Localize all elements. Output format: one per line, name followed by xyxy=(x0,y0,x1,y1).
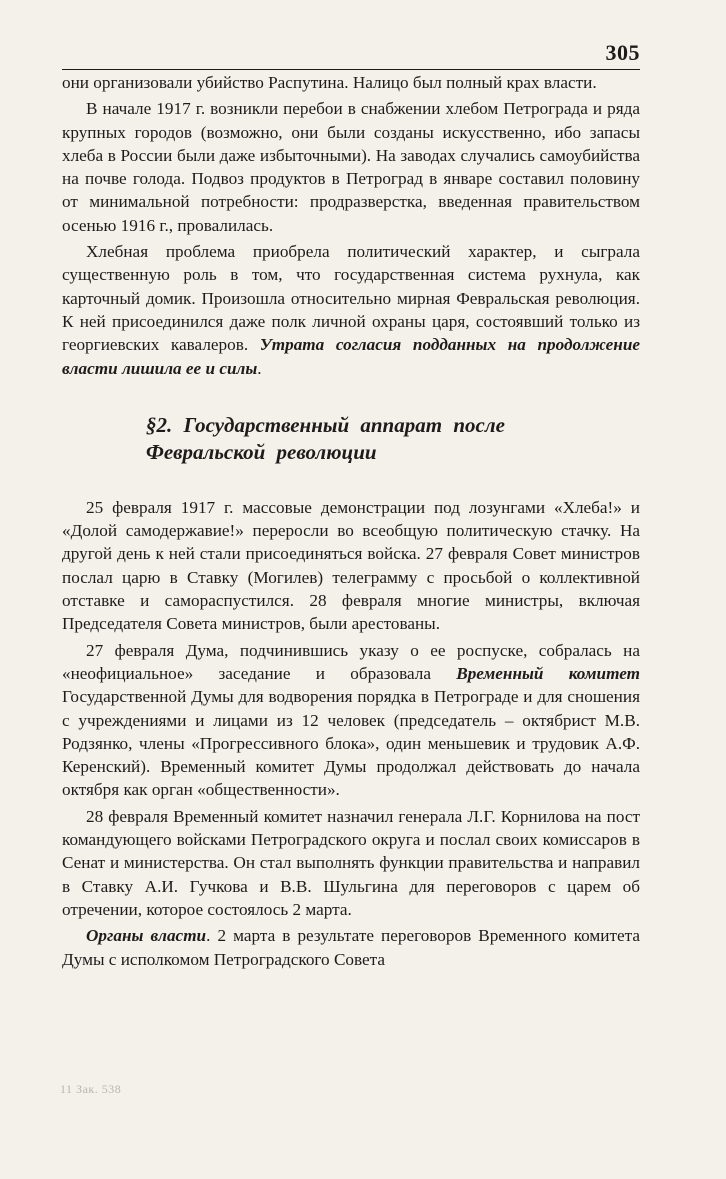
paragraph-2: В начале 1917 г. возникли перебои в снабжении хлебом Петрограда и ряда крупных городов (возможно, они были созданы искусственно, ибо запасы хлеба в России были даже избыточными). На заводах случались самоубийства на почве голода. Подвоз продуктов в Петроград в январе составил половину от минимальной потребности: продразверстка, введенная правительством осенью 1916 г., провалилась. xyxy=(62,99,640,235)
section-title xyxy=(146,412,640,466)
page-header xyxy=(62,40,640,70)
header-rule xyxy=(62,69,640,70)
paragraph-5: 27 февраля Дума, подчинившись указу о ее роспуске, собралась на «неофициальное» заседание и образовала Временный комитет Государственной Думы для водворения порядка в Петрограде и для сношения с учреждениями и лицами из 12 человек (председатель – октябрист М.В. Родзянко, члены «Прогрессивного блока», один меньшевик и трудовик А.Ф. Керенский). Временный комитет Думы продолжал действовать до начала октября как орган «общественности». xyxy=(62,640,640,800)
section-title-line-1: §2. Государственный аппарат после xyxy=(146,412,505,437)
paragraph-7: Органы власти. 2 марта в результате переговоров Временного комитета Думы с исполкомом Петроградского Совета xyxy=(62,926,640,969)
emphasis-text: Утрата согласия подданных на продолжение власти лишила ее и силы xyxy=(62,335,641,378)
paragraph-1: они организовали убийство Распутина. Налицо был полный крах власти. xyxy=(62,73,597,92)
page-number: 305 xyxy=(605,40,640,65)
paragraph-6: 28 февраля Временный комитет назначил генерала Л.Г. Корнилова на пост командующего войсками Петроградского округа и послал своих комиссаров в Сенат и министерства. Он стал выполнять функции правительства и направил в Ставку А.И. Гучкова и В.В. Шульгина для переговоров с царем об отречении, которое состоялось 2 марта. xyxy=(62,806,640,919)
paragraph-3: Хлебная проблема приобрела политический характер, и сыграла существенную роль в том, что государственная система рухнула, как карточный домик. Произошла относительно мирная Февральская революция. К ней присоединился даже полк личной охраны царя, состоявший только из георгиевских кавалеров. Утрата согласия подданных на продолжение власти лишила ее и силы. xyxy=(62,242,641,378)
body-text xyxy=(62,71,640,971)
printer-mark: 11 Зак. 538 xyxy=(60,1082,122,1096)
emphasis-text: Органы власти xyxy=(86,926,207,946)
paragraph-4: 25 февраля 1917 г. массовые демонстрации под лозунгами «Хлеба!» и «Долой самодержавие!» переросли во всеобщую политическую стачку. На другой день к ней стали присоединяться войска. 27 февраля Совет министров послал царю в Ставку (Могилев) телеграмму с просьбой о коллективной отставке и самораспустился. 28 февраля многие министры, включая Председателя Совета министров, были арестованы. xyxy=(62,497,640,634)
emphasis-text: Временный комитет xyxy=(456,663,640,683)
section-title-line-2: Февральской революции xyxy=(146,439,377,464)
book-page xyxy=(62,40,640,974)
